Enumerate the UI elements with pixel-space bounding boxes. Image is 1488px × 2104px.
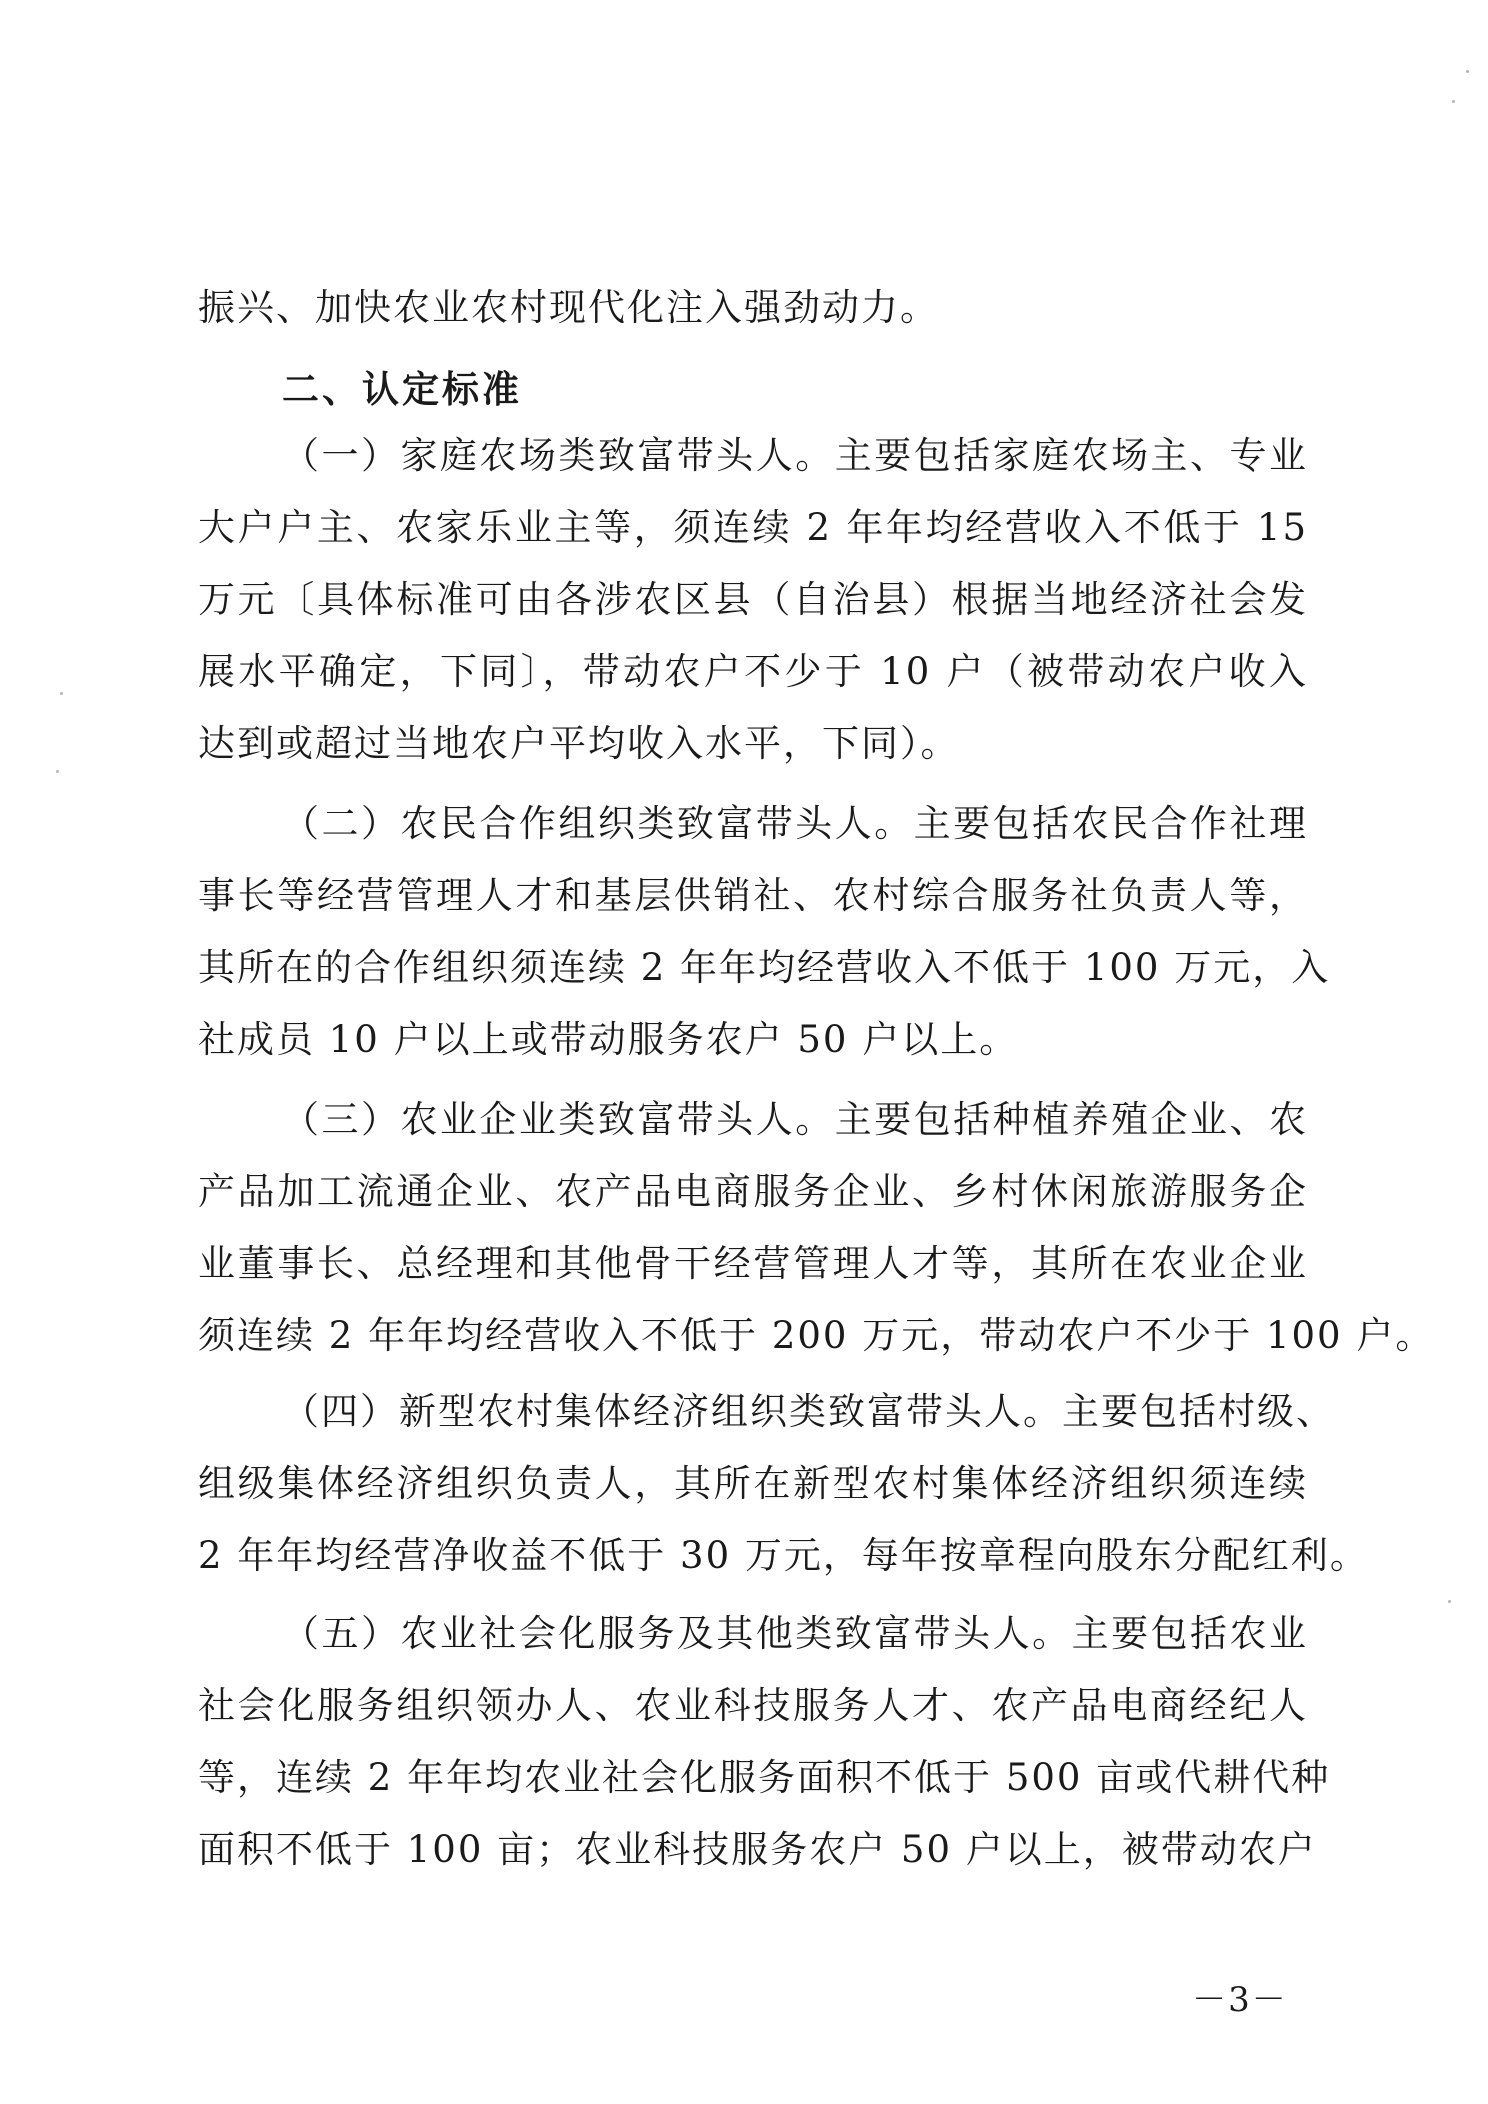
- text-line: 万元〔具体标准可由各涉农区县（自治县）根据当地经济社会发: [198, 578, 1308, 621]
- text-line: 产品加工流通企业、农产品电商服务企业、乡村休闲旅游服务企: [198, 1170, 1308, 1213]
- text-line: 达到或超过当地农户平均收入水平，下同）。: [198, 722, 960, 765]
- text-line: 展水平确定，下同〕，带动农户不少于 10 户（被带动农户收入: [198, 650, 1308, 693]
- section-heading: 二、认定标准: [282, 368, 522, 411]
- text-line: 社会化服务组织领办人、农业科技服务人才、农产品电商经纪人: [198, 1684, 1308, 1727]
- text-line: 业董事长、总经理和其他骨干经营管理人才等，其所在农业企业: [198, 1242, 1308, 1285]
- scan-speck: [1448, 1600, 1451, 1603]
- scan-speck: [1466, 70, 1469, 73]
- text-line: 大户户主、农家乐业主等，须连续 2 年年均经营收入不低于 15: [198, 506, 1308, 549]
- text-line: 其所在的合作组织须连续 2 年年均经营收入不低于 100 万元，入: [198, 946, 1331, 989]
- text-line: 面积不低于 100 亩；农业科技服务农户 50 户以上，被带动农户: [198, 1828, 1317, 1871]
- text-line: （四）新型农村集体经济组织类致富带头人。主要包括村级、: [282, 1390, 1335, 1433]
- text-line: 组级集体经济组织负责人，其所在新型农村集体经济组织须连续: [198, 1462, 1308, 1505]
- text-line: 等，连续 2 年年均农业社会化服务面积不低于 500 亩或代耕代种: [198, 1756, 1331, 1799]
- text-line: （三）农业企业类致富带头人。主要包括种植养殖企业、农: [282, 1098, 1308, 1141]
- scan-speck: [1452, 100, 1455, 103]
- text-line: （一）家庭农场类致富带头人。主要包括家庭农场主、专业: [282, 434, 1308, 477]
- text-line: 2 年年均经营净收益不低于 30 万元，每年按章程向股东分配红利。: [198, 1534, 1369, 1577]
- scan-speck: [56, 770, 59, 773]
- text-line: 事长等经营管理人才和基层供销社、农村综合服务社负责人等，: [198, 874, 1308, 917]
- scan-speck: [60, 692, 63, 695]
- text-line: 社成员 10 户以上或带动服务农户 50 户以上。: [198, 1018, 1019, 1061]
- text-line: （五）农业社会化服务及其他类致富带头人。主要包括农业: [282, 1612, 1308, 1655]
- text-line: 须连续 2 年年均经营收入不低于 200 万元，带动农户不少于 100 户。: [198, 1314, 1435, 1357]
- text-line: （二）农民合作组织类致富带头人。主要包括农民合作社理: [282, 802, 1308, 845]
- page-number: －3－: [1192, 1980, 1288, 2020]
- text-line: 振兴、加快农业农村现代化注入强劲动力。: [198, 286, 939, 329]
